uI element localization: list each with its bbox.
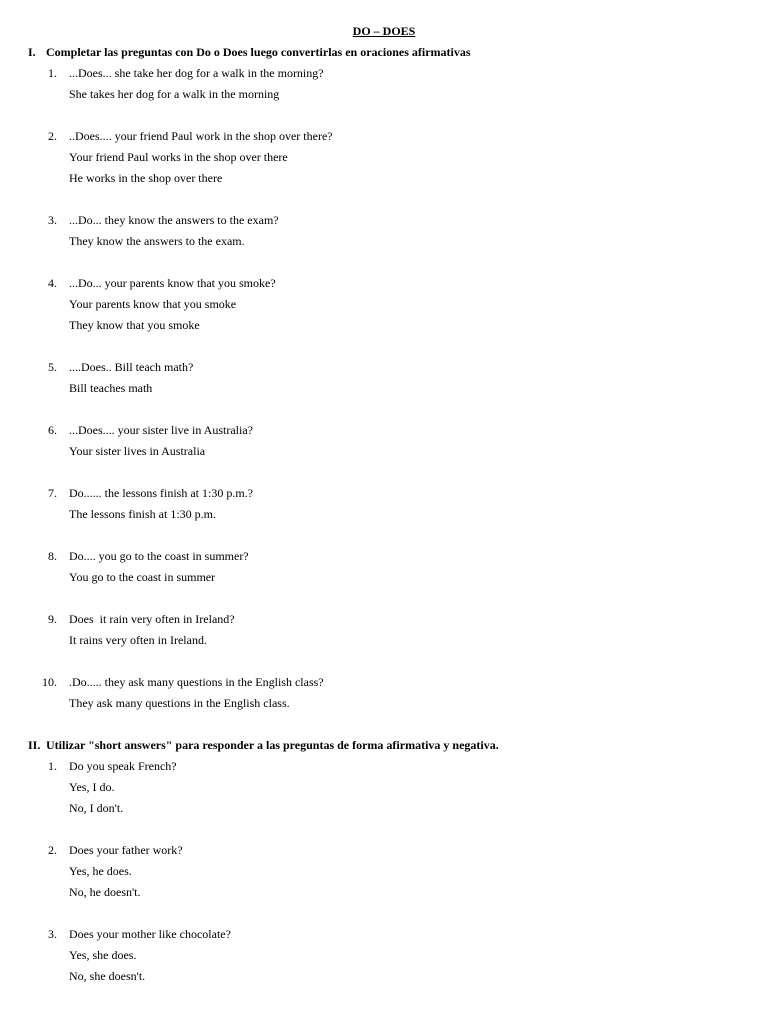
item-answer: Your parents know that you smoke xyxy=(69,297,237,311)
item-answer: The lessons finish at 1:30 p.m. xyxy=(69,507,216,521)
item-number: 1. xyxy=(48,66,57,80)
item-question: Does your mother like chocolate? xyxy=(69,927,231,941)
item-number: 6. xyxy=(48,423,57,437)
item-number: 9. xyxy=(48,612,57,626)
item-question: ...Does.... your sister live in Australia? xyxy=(69,423,253,437)
item-answer: He works in the shop over there xyxy=(69,171,223,185)
page-title: DO – DOES xyxy=(352,24,416,38)
section-2-roman: II. xyxy=(28,738,41,752)
item-number: 7. xyxy=(48,486,57,500)
item-answer: They ask many questions in the English class. xyxy=(69,696,290,710)
item-answer: Yes, I do. xyxy=(69,780,115,794)
item-number: 2. xyxy=(48,843,57,857)
item-question: ...Does... she take her dog for a walk in the morning? xyxy=(69,66,324,80)
item-number: 3. xyxy=(48,927,57,941)
item-number: 8. xyxy=(48,549,57,563)
item-answer: Yes, she does. xyxy=(69,948,137,962)
item-number: 5. xyxy=(48,360,57,374)
section-1-heading xyxy=(28,45,471,59)
item-number: 3. xyxy=(48,213,57,227)
item-question: ....Does.. Bill teach math? xyxy=(69,360,194,374)
item-question: Do.... you go to the coast in summer? xyxy=(69,549,249,563)
item-answer: You go to the coast in summer xyxy=(69,570,216,584)
item-answer: Yes, he does. xyxy=(69,864,132,878)
item-question: Do you speak French? xyxy=(69,759,177,773)
item-question: .Do..... they ask many questions in the English class? xyxy=(69,675,324,689)
item-question: ..Does.... your friend Paul work in the shop over there? xyxy=(69,129,333,143)
section-1-heading-text: Completar las preguntas con Do o Does luego convertirlas en oraciones afirmativas xyxy=(46,45,471,59)
item-number: 10. xyxy=(42,675,57,689)
item-answer: Bill teaches math xyxy=(69,381,153,395)
item-answer: No, I don't. xyxy=(69,801,124,815)
item-number: 1. xyxy=(48,759,57,773)
item-answer: No, she doesn't. xyxy=(69,969,146,983)
item-question: Do...... the lessons finish at 1:30 p.m.? xyxy=(69,486,253,500)
item-question: Does it rain very often in Ireland? xyxy=(69,612,235,626)
item-question: ...Do... they know the answers to the exam? xyxy=(69,213,279,227)
section-2-heading xyxy=(28,738,499,752)
section-2-heading-text: Utilizar "short answers" para responder a las preguntas de forma afirmativa y negativa. xyxy=(46,738,499,752)
item-answer: She takes her dog for a walk in the morning xyxy=(69,87,280,101)
item-answer: Your sister lives in Australia xyxy=(69,444,206,458)
item-question: ...Do... your parents know that you smoke? xyxy=(69,276,276,290)
item-answer: No, he doesn't. xyxy=(69,885,141,899)
item-answer: They know the answers to the exam. xyxy=(69,234,245,248)
item-answer: It rains very often in Ireland. xyxy=(69,633,207,647)
item-question: Does your father work? xyxy=(69,843,183,857)
item-number: 2. xyxy=(48,129,57,143)
item-number: 4. xyxy=(48,276,57,290)
item-answer: Your friend Paul works in the shop over there xyxy=(69,150,288,164)
item-answer: They know that you smoke xyxy=(69,318,200,332)
section-1-roman: I. xyxy=(28,45,36,59)
